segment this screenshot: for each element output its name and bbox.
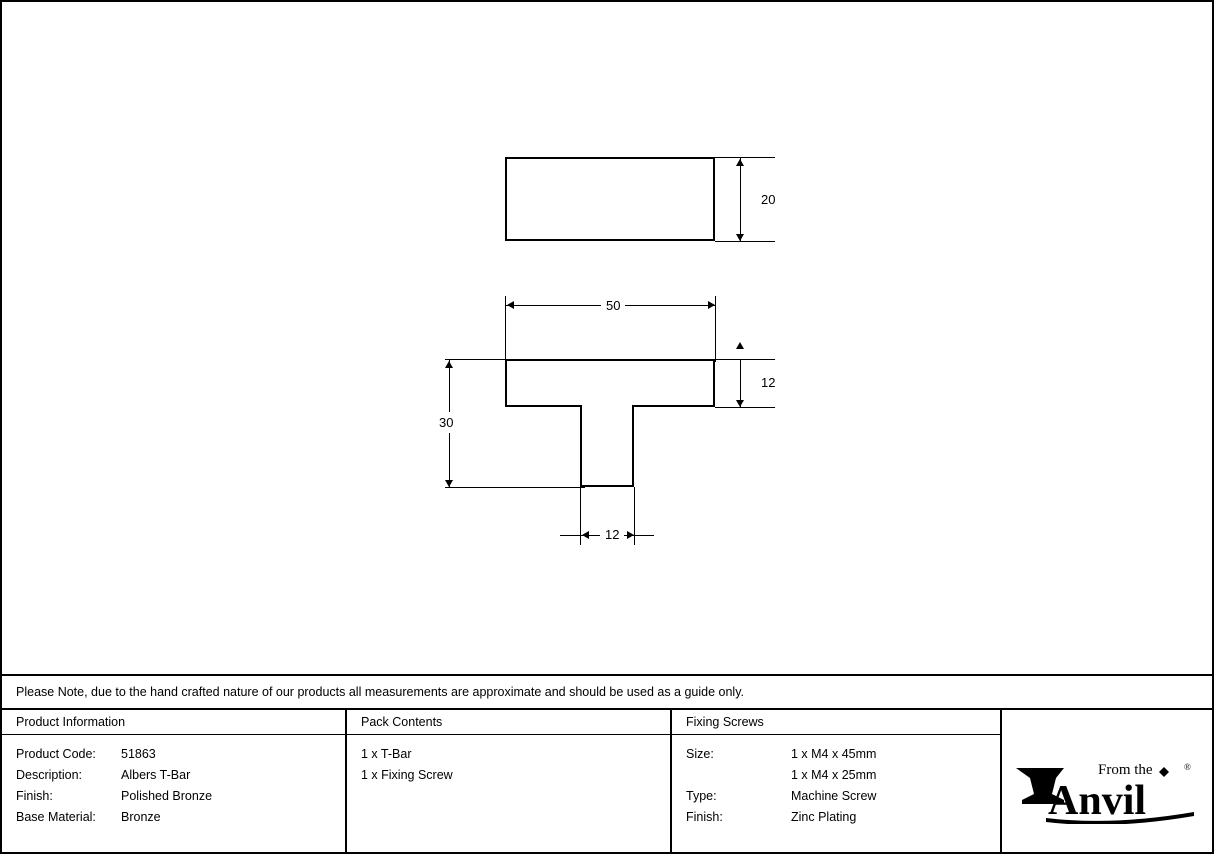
anvil-logo-graphic (1012, 738, 1202, 824)
front-view-height-arrow-up (445, 361, 453, 368)
product-information-column (2, 710, 347, 852)
top-view-dim-arrow-down (736, 234, 744, 241)
table-row (686, 786, 1000, 807)
front-view-stem-dim-lead-right (632, 535, 654, 536)
front-view-stem-dim-lead-left (560, 535, 582, 536)
logo-line1: From the (1098, 762, 1153, 778)
front-view-width-ext-right (715, 296, 716, 362)
front-view-bar-arrow-down (736, 400, 744, 407)
base-material-value: Bronze (121, 810, 161, 824)
list-item: 1 x Fixing Screw (361, 768, 453, 782)
front-view-stem-arrow-left (582, 531, 589, 539)
table-row (686, 807, 1000, 828)
front-view-bar-arrow-up (736, 342, 744, 349)
pack-contents-body (347, 735, 670, 786)
table-row (686, 765, 1000, 786)
screw-size-value-1: 1 x M4 x 45mm (791, 747, 877, 761)
drawing-area (2, 2, 1212, 674)
table-row (686, 744, 1000, 765)
table-row (16, 744, 345, 765)
top-view-dim-witness-top (715, 157, 775, 158)
logo-registered-mark: ® (1184, 762, 1191, 772)
brand-logo-column (1002, 710, 1212, 852)
product-code-value: 51863 (121, 747, 156, 761)
dimension-bar-thickness-12: 12 (761, 375, 776, 390)
dimension-total-height-30: 30 (439, 412, 453, 433)
fixing-screws-column (672, 710, 1002, 852)
front-view-height-arrow-down (445, 480, 453, 487)
dimension-width-50: 50 (601, 298, 625, 313)
table-row (16, 786, 345, 807)
base-material-label: Base Material: (16, 810, 96, 824)
front-view-height-witness-bottom (445, 487, 585, 488)
description-value: Albers T-Bar (121, 768, 191, 782)
measurement-note-bar (2, 674, 1212, 708)
description-label: Description: (16, 768, 82, 782)
screw-type-label: Type: (686, 789, 717, 803)
pack-contents-column (347, 710, 672, 852)
pack-contents-heading: Pack Contents (347, 710, 670, 735)
top-view-ext-line-upper (740, 157, 741, 241)
screw-type-value: Machine Screw (791, 789, 877, 803)
screw-size-label-continued (686, 765, 791, 786)
finish-value: Polished Bronze (121, 789, 213, 803)
top-view-dim-witness-bottom (715, 241, 775, 242)
screw-size-label: Size: (686, 747, 714, 761)
dimension-depth-20: 20 (761, 192, 776, 207)
fixing-screws-body (672, 735, 1000, 828)
info-table (2, 708, 1212, 852)
front-view-head-bar (505, 359, 715, 407)
front-view-bar-witness-top (715, 359, 775, 360)
fixing-screws-heading: Fixing Screws (672, 710, 1000, 735)
from-the-anvil-logo (1002, 710, 1212, 852)
front-view-width-arrow-left (507, 301, 514, 309)
product-code-label: Product Code: (16, 747, 96, 761)
top-view-dim-arrow-up (736, 159, 744, 166)
dimension-stem-width-12: 12 (600, 527, 624, 542)
logo-diamond-icon (1159, 767, 1169, 777)
front-view-stem-ext-left (580, 487, 581, 545)
front-view-stem-ext-right (634, 487, 635, 545)
front-view-height-witness-top (445, 359, 507, 360)
front-view-width-arrow-right (708, 301, 715, 309)
front-view-width-ext-left (505, 296, 506, 362)
screw-size-value-2: 1 x M4 x 25mm (791, 768, 877, 782)
screw-finish-value: Zinc Plating (791, 810, 857, 824)
logo-line2: Anvil (1048, 778, 1147, 824)
front-view-bar-witness-bottom (715, 407, 775, 408)
screw-finish-label: Finish: (686, 810, 723, 824)
product-information-heading: Product Information (2, 710, 345, 735)
finish-label: Finish: (16, 789, 53, 803)
measurement-note-text: Please Note, due to the hand crafted nature of our products all measurements are approximate and should be used as a guide only. (16, 685, 745, 699)
top-view-rectangle (505, 157, 715, 241)
product-information-body (2, 735, 345, 828)
table-row (16, 765, 345, 786)
list-item: 1 x T-Bar (361, 747, 412, 761)
table-row (16, 807, 345, 828)
front-view-stem (580, 405, 634, 487)
